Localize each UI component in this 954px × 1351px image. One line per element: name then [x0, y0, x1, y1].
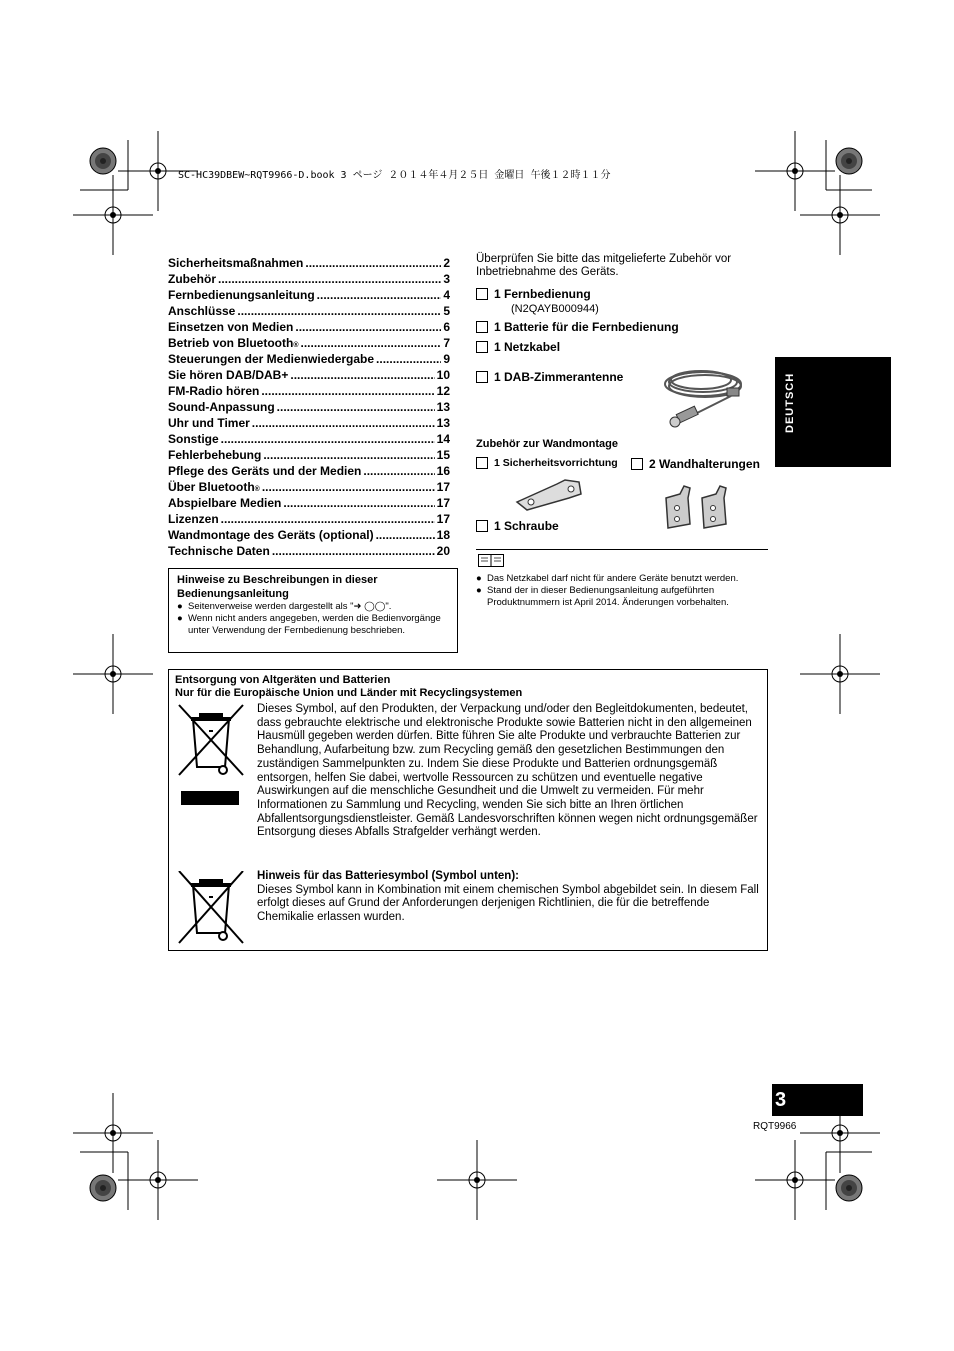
toc-title: Wandmontage des Geräts (optional) — [168, 528, 374, 542]
language-tab — [775, 357, 891, 467]
battery-bin-icon — [177, 871, 245, 945]
note-bullet: ● Stand der in dieser Bedienungsanleitung aufgeführten Produktnummern ist April 2014. Änderungen vorbehalten. — [476, 585, 729, 608]
print-header-line: SC-HC39DBEW~RQT9966-D.book 3 ページ ２０１４年４月２５日 金曜日 午後１２時１１分 — [178, 170, 611, 181]
accessories-intro: Überprüfen Sie bitte das mitgelieferte Zubehör vor Inbetriebnahme des Geräts. — [476, 253, 732, 278]
wall-mount-title: Zubehör zur Wandmontage — [476, 438, 618, 450]
toc-leader — [221, 431, 435, 447]
toc-leader — [301, 335, 442, 351]
disposal-box — [168, 669, 768, 951]
accessory-notes — [476, 573, 768, 609]
toc-page: 13 — [436, 400, 450, 414]
toc-leader — [272, 543, 435, 559]
toc-title: Über Bluetooth — [168, 480, 255, 494]
checkbox-icon — [476, 341, 488, 353]
page-number: 3 — [772, 1084, 863, 1116]
toc-leader — [305, 255, 441, 271]
note-bullet: ● Das Netzkabel darf nicht für andere Geräte benutzt werden. — [476, 573, 739, 584]
toc-entry[interactable] — [168, 287, 450, 303]
toc-entry[interactable] — [168, 367, 450, 383]
toc-leader — [290, 367, 434, 383]
language-tab-label: DEUTSCH — [784, 372, 796, 433]
toc-title: Sie hören DAB/DAB+ — [168, 368, 289, 382]
toc-title: Betrieb von Bluetooth — [168, 336, 294, 350]
toc-entry[interactable] — [168, 511, 450, 527]
battery-note: Hinweis für das Batteriesymbol (Symbol unten): Dieses Symbol kann in Kombination mit einem chemischen Symbol abgebildet sein. In diesem Fall erfolgt dieses auf Grund der Anforderungen derjenigen Richtlinien, die für die betreffende Chemikalie erlassen wurden. — [257, 870, 759, 924]
safety-bracket-illustration — [513, 476, 585, 512]
toc-leader — [221, 511, 435, 527]
toc-entry[interactable]: Betrieb von Bluetooth ® ..... 7 — [168, 335, 450, 351]
toc-entry[interactable] — [168, 319, 450, 335]
toc-entry[interactable] — [168, 271, 450, 287]
notes-bullet: ● Wenn nicht anders angegeben, werden die Bedienvorgänge unter Verwendung der Fernbedienung beschrieben. — [177, 613, 441, 636]
toc-page: 15 — [436, 448, 450, 462]
checkbox-icon — [476, 457, 488, 469]
toc-page: 14 — [436, 432, 450, 446]
toc-title: Pflege des Geräts und der Medien — [168, 464, 362, 478]
toc-entry[interactable] — [168, 399, 450, 415]
toc-page: 10 — [436, 368, 450, 382]
toc-page: 13 — [436, 416, 450, 430]
toc-title: Uhr und Timer — [168, 416, 250, 430]
wall-item: 2 Wandhalterungen — [631, 457, 760, 471]
book-icon — [478, 554, 504, 567]
table-of-contents — [168, 255, 450, 559]
toc-title: Sound-Anpassung — [168, 400, 275, 414]
accessory-item: 1 Fernbedienung — [476, 287, 591, 301]
crossed-bin-icon — [177, 703, 245, 807]
toc-leader — [376, 527, 435, 543]
toc-title: Technische Daten — [168, 544, 270, 558]
divider — [476, 549, 768, 550]
toc-page: 17 — [436, 512, 450, 526]
toc-page: 12 — [436, 384, 450, 398]
toc-leader — [237, 303, 441, 319]
disposal-title: Entsorgung von Altgeräten und Batterien Nur für die Europäische Union und Länder mit Recyclingsystemen — [175, 674, 523, 699]
disposal-text: Dieses Symbol, auf den Produkten, der Verpackung und/oder den Begleitdokumenten, bedeutet, dass gebrauchte elektrische und elektronische Produkte sowie Batterien nicht in den allgemeinen Hausmüll gegeben werden dürfen. Bitte führen Sie alte Produkte und verbrauchte Batterien zur Behandlung, Aufarbeitung bzw. zum Recycling gemäß den gesetzlichen Bestimmungen den zuständigen Sammelpunkten zu. Indem Sie diese Produkte und Batterien ordnungsgemäß entsorgen, helfen Sie dabei, wertvolle Ressourcen zu schützen und eventuelle negative Auswirkungen auf die menschliche Gesundheit und die Umwelt zu vermeiden. Für mehr Informationen zu Sammlung und Recycling, wenden Sie sich bitte an Ihren örtlichen Abfallentsorgungsdienstleister. Gemäß Landesvorschriften können wegen nicht ordnungsgemäßer Entsorgung dieses Abfalls Strafgelder verhängt werden. — [257, 703, 758, 839]
accessory-item: 1 Batterie für die Fernbedienung — [476, 320, 679, 334]
toc-page: 9 — [443, 352, 450, 366]
toc-page: 6 — [443, 320, 450, 334]
wall-item: 1 Sicherheitsvorrichtung — [476, 457, 618, 469]
toc-leader — [261, 383, 434, 399]
toc-title: Lizenzen — [168, 512, 219, 526]
toc-page: 17 — [436, 496, 450, 510]
toc-title: FM-Radio hören — [168, 384, 260, 398]
notes-bullet: ● Seitenverweise werden dargestellt als "➜ ◯◯". — [177, 601, 392, 612]
toc-entry[interactable]: Über Bluetooth ® ..... 17 — [168, 479, 450, 495]
toc-entry[interactable] — [168, 463, 450, 479]
toc-leader — [283, 495, 434, 511]
toc-page: 18 — [436, 528, 450, 542]
toc-page: 3 — [443, 272, 450, 286]
toc-entry[interactable] — [168, 383, 450, 399]
notes-box — [168, 568, 458, 653]
toc-title: Fehlerbehebung — [168, 448, 262, 462]
wall-item: 1 Schraube — [476, 519, 559, 533]
toc-leader — [252, 415, 435, 431]
toc-page: 16 — [436, 464, 450, 478]
toc-page: 5 — [443, 304, 450, 318]
toc-entry[interactable] — [168, 543, 450, 559]
accessory-item: 1 DAB-Zimmerantenne — [476, 370, 623, 384]
toc-title: Anschlüsse — [168, 304, 236, 318]
accessory-model-number: (N2QAYB000944) — [511, 303, 599, 315]
toc-title: Steuerungen der Medienwiedergabe — [168, 352, 375, 366]
toc-leader — [263, 447, 434, 463]
toc-title: Abspielbare Medien — [168, 496, 282, 510]
accessory-item: 1 Netzkabel — [476, 340, 560, 354]
toc-entry[interactable] — [168, 415, 450, 431]
toc-leader — [295, 319, 441, 335]
notes-box-title: Hinweise zu Beschreibungen in dieser Bedienungsanleitung — [177, 574, 378, 600]
toc-entry[interactable] — [168, 495, 450, 511]
toc-title: Sicherheitsmaßnahmen — [168, 256, 304, 270]
toc-page: 2 — [443, 256, 450, 270]
toc-entry[interactable] — [168, 431, 450, 447]
document-code: RQT9966 — [753, 1121, 797, 1132]
toc-page: 7 — [443, 336, 450, 350]
checkbox-icon — [476, 321, 488, 333]
toc-entry[interactable] — [168, 303, 450, 319]
toc-leader — [317, 287, 442, 303]
toc-title: Einsetzen von Medien — [168, 320, 294, 334]
toc-title: Fernbedienungsanleitung — [168, 288, 315, 302]
wall-brackets-illustration — [662, 484, 738, 530]
toc-page: 20 — [436, 544, 450, 558]
antenna-illustration — [655, 362, 747, 434]
toc-leader — [277, 399, 435, 415]
toc-title: Zubehör — [168, 272, 216, 286]
toc-leader — [218, 271, 441, 287]
toc-leader — [363, 463, 434, 479]
toc-entry[interactable] — [168, 351, 450, 367]
toc-page: 17 — [436, 480, 450, 494]
toc-entry[interactable] — [168, 527, 450, 543]
toc-entry[interactable] — [168, 447, 450, 463]
toc-title: Sonstige — [168, 432, 219, 446]
toc-leader — [376, 351, 441, 367]
checkbox-icon — [476, 520, 488, 532]
toc-page: 4 — [443, 288, 450, 302]
checkbox-icon — [476, 371, 488, 383]
checkbox-icon — [476, 288, 488, 300]
toc-entry[interactable] — [168, 255, 450, 271]
checkbox-icon — [631, 458, 643, 470]
toc-leader — [262, 479, 435, 495]
